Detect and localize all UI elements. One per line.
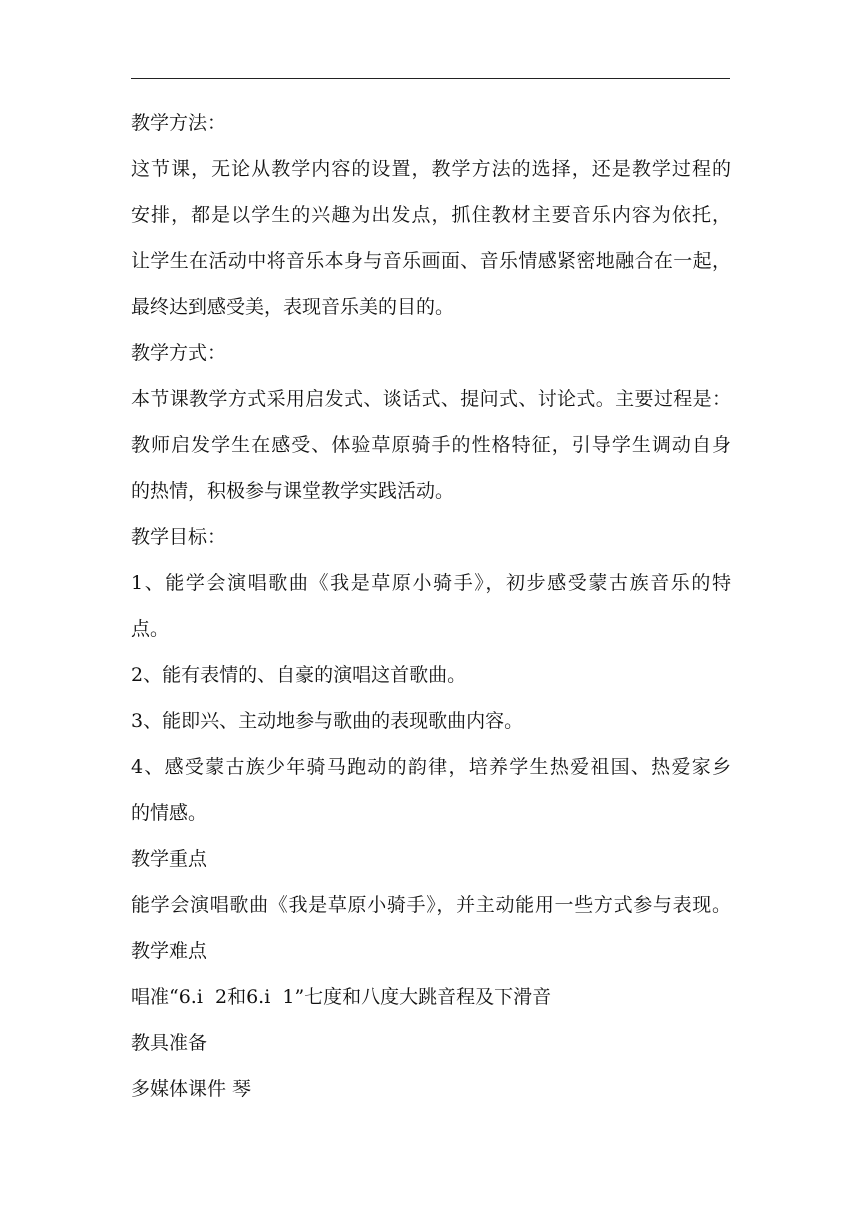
paragraph-line: 的热情，积极参与课堂教学实践活动。 [131, 480, 455, 502]
objective-line: 3、能即兴、主动地参与歌曲的表现歌曲内容。 [131, 710, 524, 732]
section-heading-objectives: 教学目标： [131, 526, 227, 548]
section-heading-approach: 教学方式： [131, 342, 227, 364]
objective-line: 2、能有表情的、自豪的演唱这首歌曲。 [131, 664, 467, 686]
section-heading-materials: 教具准备 [131, 1032, 208, 1054]
header-rule [131, 78, 730, 79]
paragraph-line: 唱准“6.i 2和6.i 1”七度和八度大跳音程及下滑音 [131, 986, 552, 1008]
document-body [131, 100, 736, 1112]
objective-line: 1、能学会演唱歌曲《我是草原小骑手》，初步感受蒙古族音乐的特 [131, 572, 731, 594]
paragraph-line: 教师启发学生在感受、体验草原骑手的性格特征，引导学生调动自身 [131, 434, 731, 456]
objective-line: 的情感。 [131, 802, 208, 824]
section-heading-key-points: 教学重点 [131, 848, 208, 870]
objective-line: 4、感受蒙古族少年骑马跑动的韵律，培养学生热爱祖国、热爱家乡 [131, 756, 731, 778]
paragraph-line: 这节课，无论从教学内容的设置，教学方法的选择，还是教学过程的 [131, 158, 731, 180]
paragraph-line: 让学生在活动中将音乐本身与音乐画面、音乐情感紧密地融合在一起， [131, 250, 731, 272]
objective-line: 点。 [131, 618, 170, 640]
section-heading-methods: 教学方法： [131, 112, 227, 134]
paragraph-line: 安排，都是以学生的兴趣为出发点，抓住教材主要音乐内容为依托， [131, 204, 731, 226]
paragraph-line: 最终达到感受美，表现音乐美的目的。 [131, 296, 455, 318]
paragraph-line: 能学会演唱歌曲《我是草原小骑手》，并主动能用一些方式参与表现。 [131, 894, 731, 916]
section-heading-difficulties: 教学难点 [131, 940, 208, 962]
paragraph-line: 本节课教学方式采用启发式、谈话式、提问式、讨论式。主要过程是： [131, 388, 731, 410]
paragraph-line: 多媒体课件 琴 [131, 1078, 252, 1100]
